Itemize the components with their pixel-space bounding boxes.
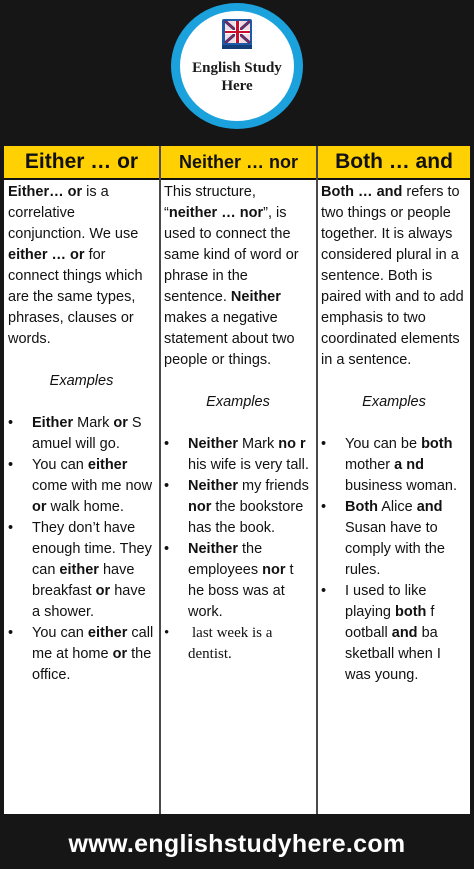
- either-definition: Either… or is a correlative conjunction. We use either … or for connect things which are the same types, phrases, clauses or words.: [8, 184, 143, 347]
- column-neither-nor: [164, 182, 312, 665]
- comparison-table: [4, 146, 470, 814]
- column-divider: [316, 146, 318, 814]
- column-divider: [159, 146, 161, 814]
- logo-text: [180, 59, 294, 95]
- logo-line2: Here: [221, 78, 253, 94]
- examples-label: Examples: [49, 373, 114, 389]
- footer-url: www.englishstudyhere.com: [68, 830, 406, 858]
- list-item: • I used to like playing both f ootball and ba sketball when I was young.: [321, 583, 441, 683]
- neither-definition: This structure, “neither … nor”, is used to connect the same kind of word or phrase in the sentence. Neither makes a negative statement about two people or things.: [164, 184, 299, 368]
- examples-label: Examples: [206, 394, 270, 410]
- list-item: • Neither my friends nor the bookstore has the book.: [164, 478, 309, 536]
- book-flag-icon: [220, 17, 256, 53]
- list-item: • You can either come with me now or walk home.: [8, 457, 153, 515]
- list-item: • Both Alice and Susan have to comply with the rules.: [321, 499, 445, 578]
- list-item: • last week is a dentist.: [164, 625, 273, 662]
- both-definition: Both … and refers to two things or people together. It is always considered plural in a sentence. Both is paired with and to add emphasis to two coordinated elements in a sentence.: [321, 184, 464, 368]
- list-item: • They don’t have enough time. They can either have breakfast or have a shower.: [8, 520, 152, 620]
- list-item: • You can be both mother a nd business woman.: [321, 436, 458, 494]
- header-neither-nor: Neither … nor: [161, 146, 316, 180]
- list-item: • Either Mark or S amuel will go.: [8, 415, 142, 452]
- logo-badge: [180, 11, 294, 121]
- header-either-or: Either … or: [4, 146, 159, 180]
- logo-line1: English Study: [192, 60, 282, 76]
- header-both-and: Both … and: [318, 146, 470, 180]
- examples-label: Examples: [362, 394, 426, 410]
- list-item: • Neither Mark no r his wife is very tall.: [164, 436, 309, 473]
- list-item: • Neither the employees nor t he boss was at work.: [164, 541, 294, 620]
- site-logo: [171, 3, 303, 129]
- column-either-or: [8, 182, 155, 686]
- column-both-and: [321, 182, 467, 686]
- list-item: • You can either call me at home or the office.: [8, 625, 154, 683]
